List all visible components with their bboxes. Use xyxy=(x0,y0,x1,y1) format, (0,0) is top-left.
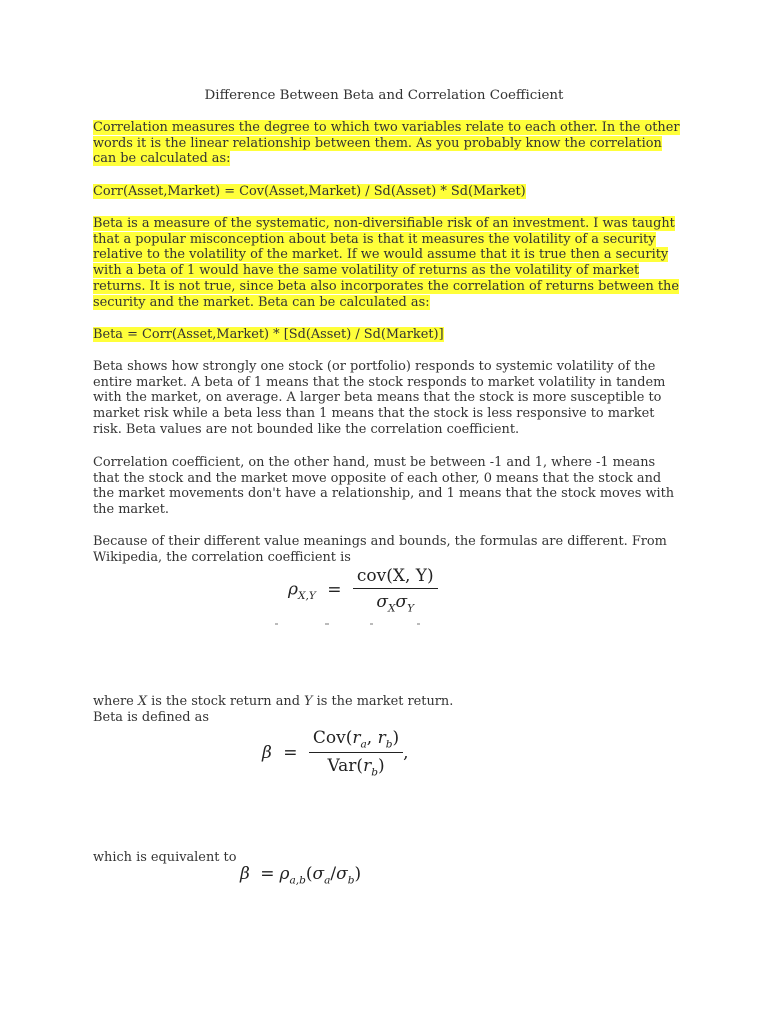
paragraph-beta-explanation: Beta shows how strongly one stock (or portfolio) responds to systemic volatility of the entire market. A beta of 1 means that the stock responds to market volatility in tandem with the market, on average. A larger beta means that the stock is more susceptible to market risk while a beta less than 1 means that the stock is less responsive to market risk. Beta values are not bounded like the correlation coefficient. xyxy=(93,359,666,437)
comma: , xyxy=(403,742,409,763)
sigma-symbol: σ xyxy=(395,592,408,612)
paragraph-formulas-intro: Because of their different value meanings and bounds, the formulas are different. From Wikipedia, the correlation coefficient is xyxy=(93,534,667,565)
denominator xyxy=(327,753,384,778)
subscript: a xyxy=(324,874,331,887)
subscript: b xyxy=(371,766,378,779)
paren: ) xyxy=(354,864,362,884)
subscript: a,b xyxy=(289,874,306,887)
slash: / xyxy=(330,864,337,884)
equals-sign: = xyxy=(327,579,342,600)
paragraph-correlation-definition xyxy=(93,120,683,167)
document-title: Difference Between Beta and Correlation Coefficient xyxy=(204,88,564,103)
scan-artifact xyxy=(275,620,425,626)
paragraph-equivalence: which is equivalent to xyxy=(93,850,237,865)
beta-definition-formula xyxy=(262,728,409,779)
rho-symbol: ρ xyxy=(279,864,290,884)
numerator: cov(X, Y) xyxy=(353,566,438,589)
equals-sign: = xyxy=(260,864,275,884)
variable: r xyxy=(352,728,361,748)
highlighted-text: Corr(Asset,Market) = Cov(Asset,Market) / Sd(Asset) * Sd(Market) xyxy=(93,184,526,199)
paragraph-variable-definitions xyxy=(93,694,683,725)
variable-x: X xyxy=(137,694,148,709)
variable: r xyxy=(377,728,386,748)
rho-symbol: ρ xyxy=(288,579,298,600)
paragraph-beta-formula xyxy=(93,327,683,343)
beta-symbol: β xyxy=(240,864,250,884)
highlighted-text: Beta = Corr(Asset,Market) * [Sd(Asset) / Sd(Market)] xyxy=(93,327,444,342)
text: ) xyxy=(392,728,400,748)
equals-sign: = xyxy=(283,742,298,763)
paragraph-correlation-bounds: Correlation coefficient, on the other hand, must be between -1 and 1, where -1 means that the stock and the market move opposite of each other, 0 means that the stock and the market movements don't have a relationship, and 1 means that the stock moves with the market. xyxy=(93,455,675,518)
highlighted-text: Beta is a measure of the systematic, non-diversifiable risk of an investment. I was taught that a popular misconception about beta is that it measures the volatility of a security relative to the volatility of the market. If we would assume that it is true then a security with a beta of 1 would have the same volatility of returns as the volatility of market returns. It is not true, since beta also incorporates the correlation of returns between the security and the market. Beta can be calculated as: xyxy=(93,216,679,310)
paragraph-correlation-formula xyxy=(93,184,683,200)
sigma-symbol: σ xyxy=(376,592,389,612)
fraction xyxy=(309,728,403,779)
text: is the stock return and xyxy=(147,694,305,709)
text: where xyxy=(93,694,138,709)
correlation-coefficient-formula xyxy=(288,566,438,614)
denominator xyxy=(376,589,414,614)
sigma-symbol: σ xyxy=(336,864,348,884)
text: ) xyxy=(377,756,385,777)
variable: r xyxy=(363,756,372,777)
text: Beta is defined as xyxy=(93,709,209,725)
numerator xyxy=(309,728,403,753)
beta-symbol: β xyxy=(262,742,272,763)
rho-subscript: X,Y xyxy=(298,590,316,603)
subscript: b xyxy=(347,874,355,887)
fraction xyxy=(353,566,438,614)
sigma-subscript: X xyxy=(388,602,396,615)
text: is the market return. xyxy=(312,694,454,709)
paragraph-beta-definition xyxy=(93,216,683,310)
subscript: a xyxy=(360,738,367,751)
text: , xyxy=(366,728,378,748)
sigma-symbol: σ xyxy=(312,864,325,884)
sigma-subscript: Y xyxy=(407,602,415,615)
text: Var( xyxy=(327,756,364,777)
subscript: b xyxy=(385,738,393,751)
text: Cov( xyxy=(312,728,353,748)
highlighted-text: Correlation measures the degree to which two variables relate to each other. In the other words it is the linear relationship between them. As you probably know the correlation can be calculated as: xyxy=(93,120,680,167)
variable-y: Y xyxy=(304,694,313,709)
beta-equivalent-formula xyxy=(240,864,361,886)
paren: ( xyxy=(305,864,313,884)
